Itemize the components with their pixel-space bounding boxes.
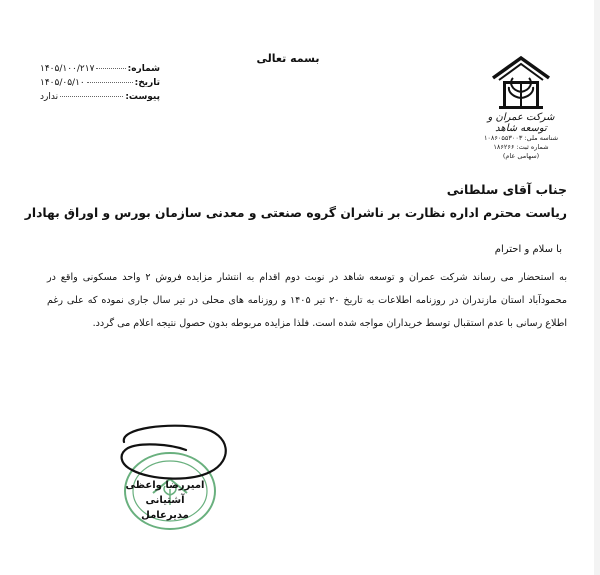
meta-number-label: شماره: bbox=[127, 64, 160, 74]
signer-block bbox=[125, 478, 205, 523]
logo-registration: شماره ثبت: ۱۸۶۲۶۶ bbox=[493, 143, 549, 151]
meta-dots bbox=[96, 68, 125, 69]
invocation-heading: بسمه تعالی bbox=[256, 52, 320, 65]
house-emblem-icon bbox=[489, 54, 553, 110]
meta-date-row bbox=[40, 78, 160, 92]
logo-national-id: شناسه ملی: ۱۰۸۶۰۵۵۳۰۰۳ bbox=[483, 134, 559, 142]
signer-title: مدیرعامل bbox=[141, 510, 189, 521]
letter-metadata bbox=[40, 64, 160, 106]
subject-line: ریاست محترم اداره نظارت بر ناشران گروه صنعتی و معدنی سازمان بورس و اوراق بهادار bbox=[24, 206, 567, 220]
meta-date-value: ۱۴۰۵/۰۵/۱۰ bbox=[40, 78, 85, 88]
meta-attachment-row bbox=[40, 92, 160, 106]
signer-name: امیررضا واعظی آشتیانی bbox=[125, 480, 205, 506]
meta-attachment-value: ندارد bbox=[40, 92, 59, 102]
logo-company-type: (سهامی عام) bbox=[502, 152, 540, 160]
company-logo bbox=[476, 54, 566, 161]
meta-dots bbox=[87, 82, 133, 83]
meta-date-label: تاریخ: bbox=[134, 78, 160, 88]
meta-number-row bbox=[40, 64, 160, 78]
page-edge bbox=[594, 0, 600, 575]
meta-attachment-label: پیوست: bbox=[125, 92, 160, 102]
addressee: جناب آقای سلطانی bbox=[446, 182, 567, 197]
letter-body: به استحضار می رساند شرکت عمران و توسعه شاهد در نوبت دوم اقدام به انتشار مزایده فروش ۲ واحد مسکونی واقع در محمودآباد استان مازندران در روزنامه اطلاعات به تاریخ ۲۰ تیر ۱۴۰۵ و روزنامه های محلی در تیر سال جاری نموده که علی رغم اطلاع رسانی با عدم استقبال توسط خریداران مواجه شده است. فلذا مزایده مربوطه بدون حصول نتیجه اعلام می گردد. bbox=[47, 272, 567, 329]
greeting: با سلام و احترام bbox=[494, 244, 562, 255]
meta-number-value: ۱۴۰۵/۱۰۰/۲۱۷ bbox=[40, 64, 95, 74]
logo-company-name: شرکت عمران و توسعه شاهد bbox=[487, 112, 555, 134]
meta-dots bbox=[60, 96, 123, 97]
